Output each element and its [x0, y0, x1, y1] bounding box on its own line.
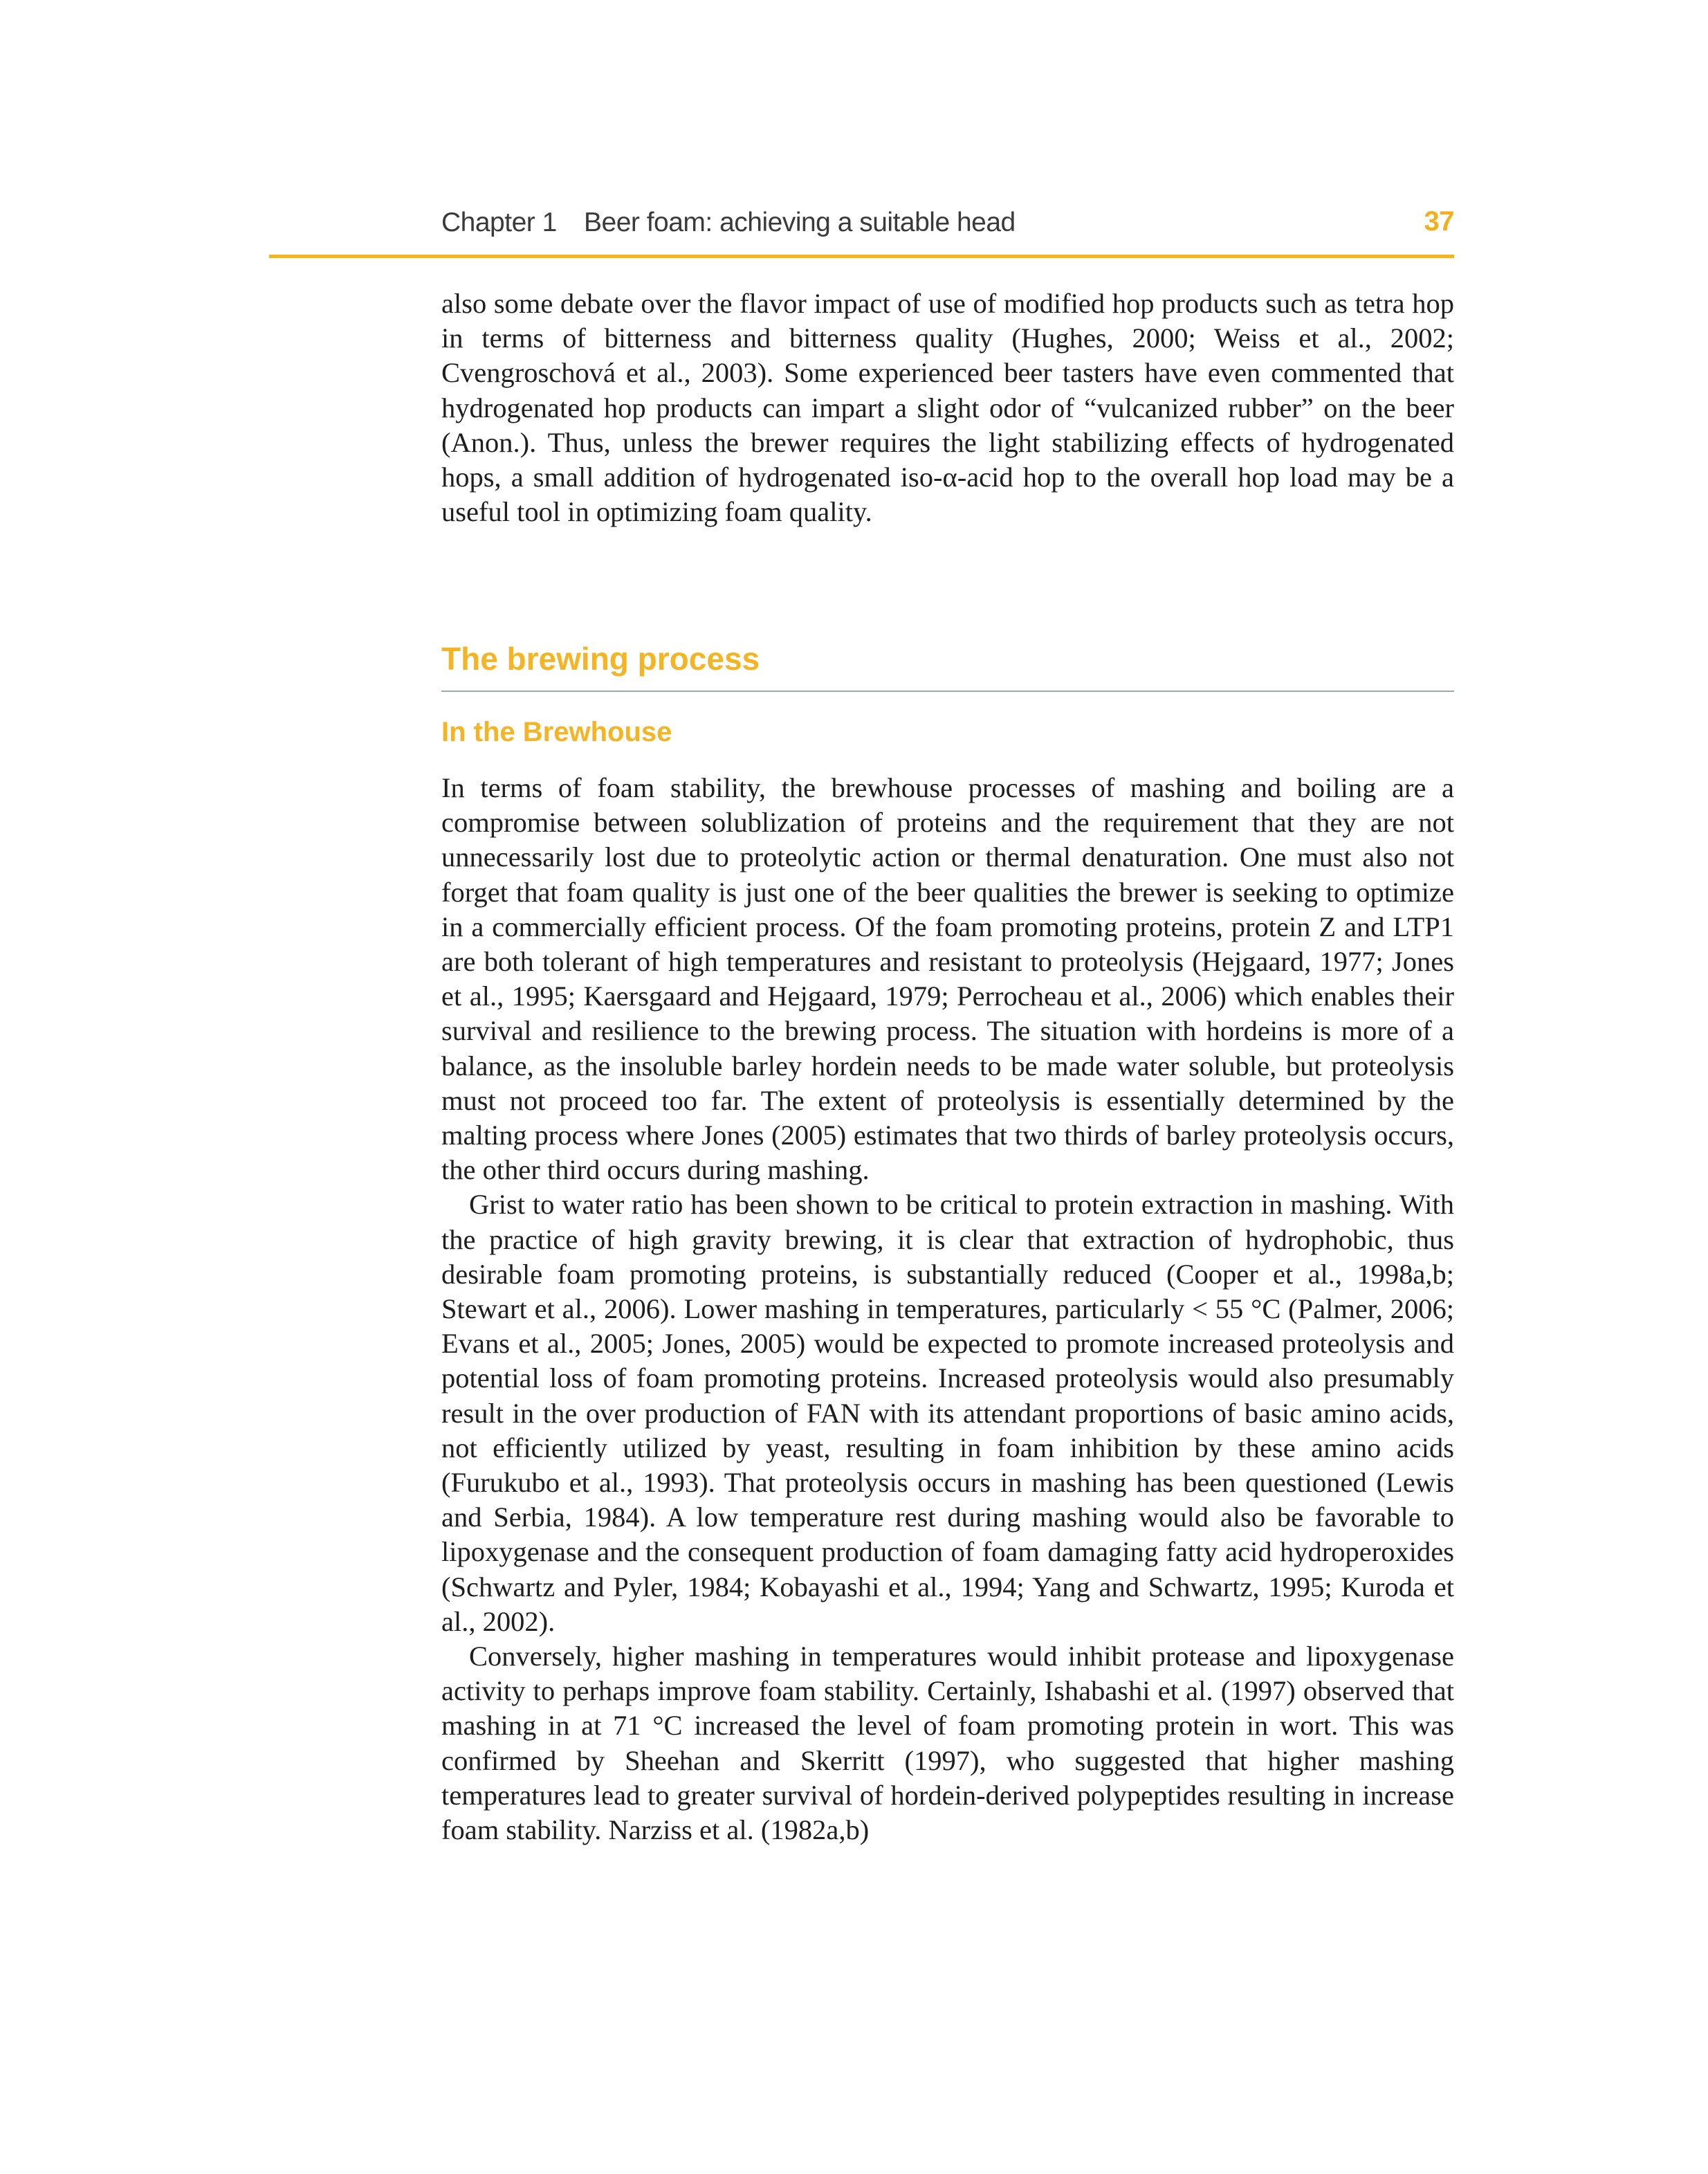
chapter-title: Beer foam: achieving a suitable head: [584, 208, 1016, 237]
subsection-heading: In the Brewhouse: [441, 717, 672, 747]
section-rule: [441, 691, 1454, 692]
paragraph: In terms of foam stability, the brewhouse processes of mashing and boiling are a compromise between solublization of proteins and the requirement that they are not unnecessarily lost due to proteolytic action or thermal denaturation. One must also not forget that foam quality is just one of the beer qualities the brewer is seeking to optimize in a commercially efficient process. Of the foam promoting proteins, protein Z and LTP1 are both tolerant of high temperatures and resistant to proteolysis (Hejgaard, 1977; Jones et al., 1995; Kaersgaard and Hejgaard, 1979; Perrocheau et al., 2006) which enables their survival and resilience to the brewing process. The situation with hordeins is more of a balance, as the insoluble barley hordein needs to be made water soluble, but proteolysis must not proceed too far. The extent of proteolysis is essentially determined by the malting process where Jones (2005) estimates that two thirds of barley proteolysis occurs, the other third occurs during mashing.: [441, 772, 1454, 1186]
paragraph: Conversely, higher mashing in temperatures would inhibit protease and lipoxygenase activity to perhaps improve foam stability. Certainly, Ishabashi et al. (1997) observed that mashing in at 71 °C increased the level of foam promoting protein in wort. This was confirmed by Sheehan and Skerritt (1997), who suggested that higher mashing temperatures lead to greater survival of hordein-derived polypeptides resulting in increase foam stability. Narziss et al. (1982a,b): [441, 1641, 1454, 1846]
page-number: 37: [1424, 206, 1454, 237]
section-heading: The brewing process: [441, 641, 760, 677]
chapter-label: Chapter 1: [441, 208, 557, 237]
intro-paragraph-block: [441, 286, 1454, 529]
running-head: [441, 201, 1454, 256]
header-rule: [269, 255, 1454, 258]
paragraph: Grist to water ratio has been shown to be critical to protein extraction in mashing. With the practice of high gravity brewing, it is clear that extraction of hydrophobic, thus desirable foam promoting proteins, is substantially reduced (Cooper et al., 1998a,b; Stewart et al., 2006). Lower mashing in temperatures, particularly < 55 °C (Palmer, 2006; Evans et al., 2005; Jones, 2005) would be expected to promote increased proteolysis and potential loss of foam promoting proteins. Increased proteolysis would also presumably result in the over production of FAN with its attendant proportions of basic amino acids, not efficiently utilized by yeast, resulting in foam inhibition by these amino acids (Furukubo et al., 1993). That proteolysis occurs in mashing has been questioned (Lewis and Serbia, 1984). A low temperature rest during mashing would also be favorable to lipoxygenase and the consequent production of foam damaging fatty acid hydroperoxides (Schwartz and Pyler, 1984; Kobayashi et al., 1994; Yang and Schwartz, 1995; Kuroda et al., 2002).: [441, 1189, 1454, 1637]
intro-paragraph: also some debate over the flavor impact of use of modified hop products such as tetra hop in terms of bitterness and bitterness quality (Hughes, 2000; Weiss et al., 2002; Cvengroschová et al., 2003). Some experienced beer tasters have even commented that hydrogenated hop products can impart a slight odor of “vulcanized rubber” on the beer (Anon.). Thus, unless the brewer requires the light stabilizing effects of hydrogenated hops, a small addition of hydrogenated iso-α-acid hop to the overall hop load may be a useful tool in optimizing foam quality.: [441, 288, 1454, 528]
section-body: [441, 771, 1454, 1847]
